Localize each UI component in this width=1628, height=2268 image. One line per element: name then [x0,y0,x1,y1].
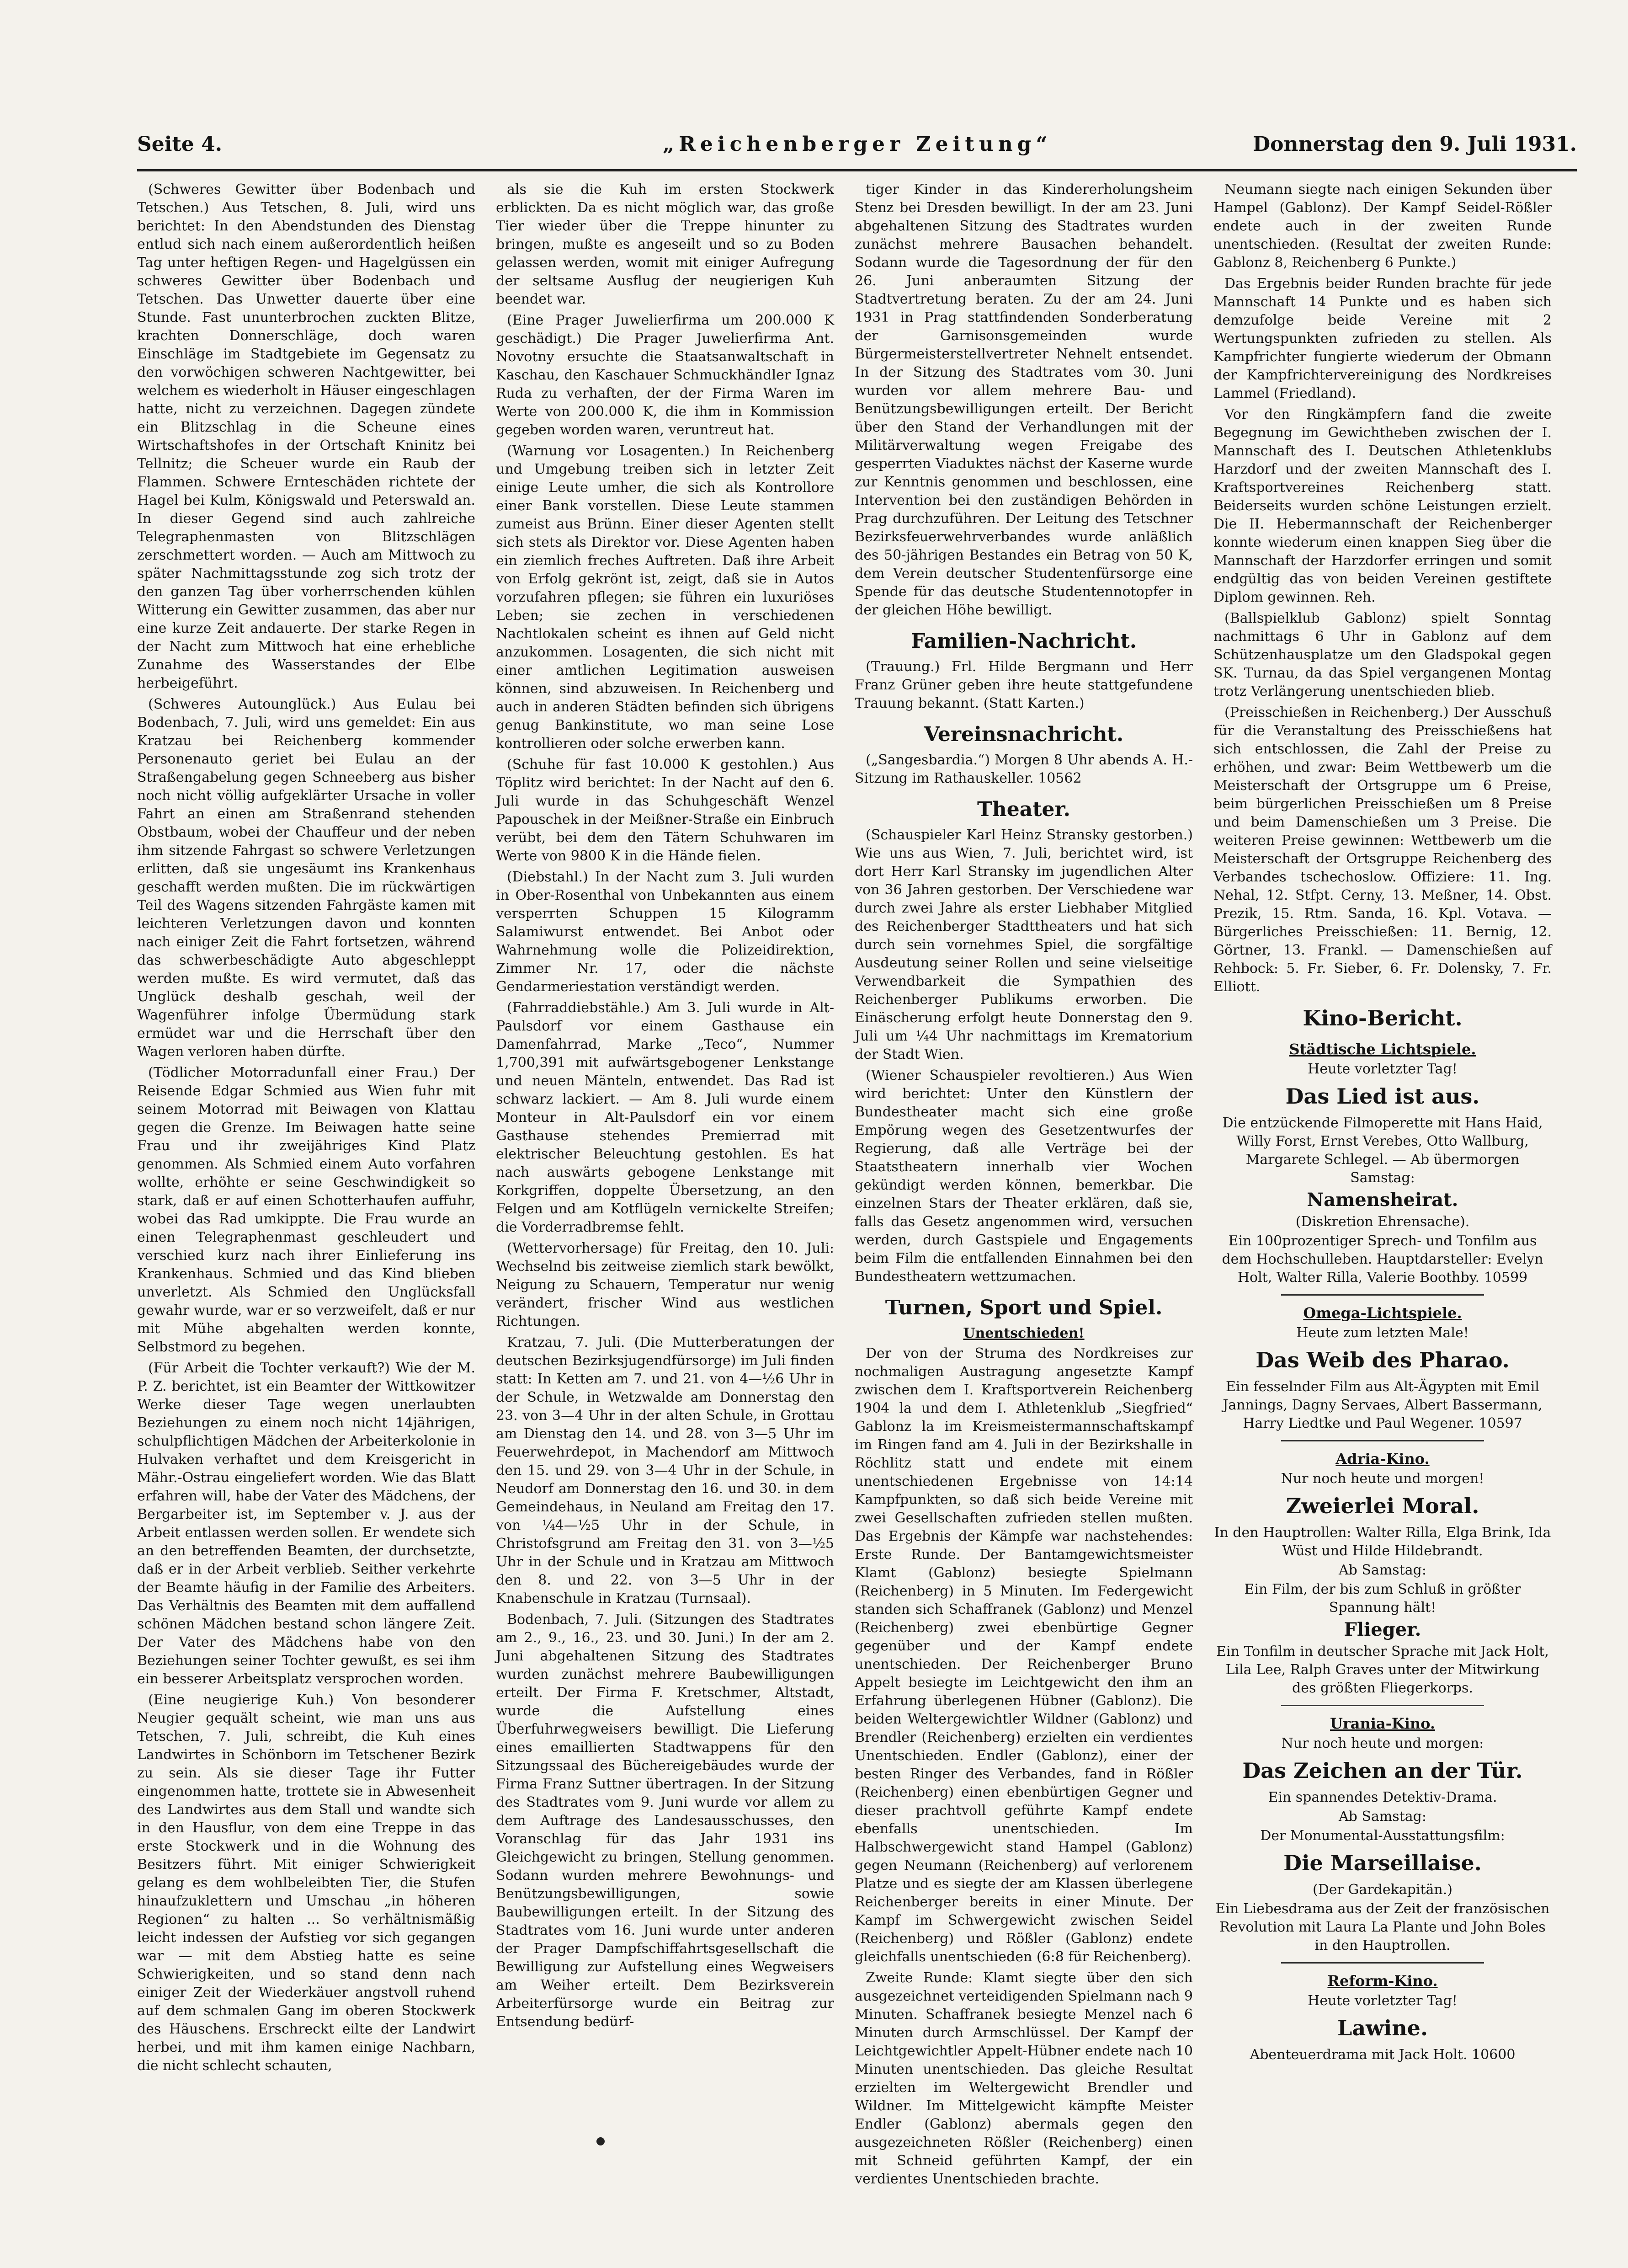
cinema-note: Heute zum letzten Male! [1296,1325,1469,1341]
column-2 [496,181,834,2131]
notice-wedding: (Trauung.) Frl. Hilde Bergmann und Herr Franz Grüner geben ihre heute stattgefundene Trauung bekannt. (Statt Karten.) [855,659,1193,711]
film-title: Namensheirat. [1307,1189,1458,1211]
film-schedule: Ab Samstag: [1339,1809,1426,1825]
film-description: Ein 100prozentiger Sprech- und Tonfilm aus dem Hochschulleben. Hauptdarsteller: Evelyn Holt, Walter Rilla, Valerie Boothby. 10599 [1222,1233,1543,1286]
film-description: Die entzückende Filmoperette mit Hans Haid, Willy Forst, Ernst Verebes, Otto Wallburg, Margarete Schlegel. — Ab übermorgen Samstag: [1222,1115,1543,1186]
article-wrestling: Der von der Struma des Nordkreises zur nochmaligen Austragung angesetzte Kampf zwischen dem I. Kraftsportverein Reichenberg 1904 la und dem I. Athletenklub „Siegfried“ Gablonz la im Kreismeistermannschaftskampf im Ringen fand am 4. Juli in der Bezirkshalle in Röchlitz statt und endete mit einem unentschiedenen Ergebnisse von 14:14 Kampfpunkten, so daß sich beide Vereine mit zwei Gesellschaften zufrieden stellen mußten. Das Ergebnis der Kämpfe war nachstehendes: Erste Runde. Der Bantamgewichtsmeister Klamt (Gablonz) besiegte Spielmann (Reichenberg) in 5 Minuten. Im Federgewicht standen sich Schaffranek (Gablonz) und Menzel (Reichenberg) zwei ebenbürtige Gegner gegenüber und der Kampf endete unentschieden. Der Reichenberger Bruno Appelt besiegte im Leichtgewicht den ihm an Erfahrung überlegenen Hübner (Gablonz). Die beiden Weltergewichtler Wildner (Gablonz) und Brendler (Reichenberg) erzielten ein verdientes Unentschieden. Endler (Gablonz), einer der besten Ringer des Verbandes, fand in Rößler (Reichenberg) einen ebenbürtigen Gegner und dieser prachtvoll geführte Kampf endete ebenfalls unentschieden. Im Halbschwergewicht stand Hampel (Gablonz) gegen Neumann (Reichenberg) auf verlorenem Platze und es siegte der am Klassen überlegene Reichenberger bereits in einer Minute. Der Kampf im Schwergewicht zwischen Seidel (Reichenberg) und Rößler (Gablonz) endete gleichfalls unentschieden (6:8 für Reichenberg). [855,1345,1193,1965]
article-vienna-actors: (Wiener Schauspieler revoltieren.) Aus Wien wird berichtet: Unter den Künstlern der Bundestheater macht sich eine große Empörung wegen des Gesetzentwurfes der Regierung, daß alle Verträge bei der Staatstheatern innerhalb vier Wochen gekündigt werden können, bemerkbar. Die einzelnen Stars der Theater erklären, daß sie, falls das Gesetz angenommen wird, versuchen werden, durch Gastspiele und Engagements beim Film die entfallenden Einnahmen bei den Bundestheatern wettzumachen. [855,1067,1193,1285]
film-title: Zweierlei Moral. [1286,1494,1479,1518]
column-3 [855,181,1193,2187]
newspaper-title: „Reichenberger Zeitung“ [663,133,1052,156]
article-theft: (Diebstahl.) In der Nacht zum 3. Juli wurden in Ober-Rosenthal von Unbekannten aus einem versperrten Schuppen 15 Kilogramm Salamiwurst entwendet. Bei Anbot oder Wahrnehmung wolle die Polizeidirektion, Zimmer Nr. 17, oder die nächste Gendarmeriestation verständigt werden. [496,869,834,995]
cinema-note: Heute vorletzter Tag! [1308,1993,1458,2009]
film-description: Ein Tonfilm in deutscher Sprache mit Jack Holt, Lila Lee, Ralph Graves unter der Mitwirkung des größten Fliegerkorps. [1216,1644,1549,1696]
article-jeweler: (Eine Prager Juwelierfirma um 200.000 K geschädigt.) Die Prager Juwelierfirma Ant. Novotny ersuchte die Staatsanwaltschaft in Kaschau, den Kaschauer Schmuckhändler Ignaz Ruda zu verhaften, der der Firma Waren im Werte von 200.000 K, die ihm in Kommission gegeben worden waren, veruntreut hat. [496,312,834,438]
article-curious-cow: (Eine neugierige Kuh.) Von besonderer Neugier gequält scheint, wie man uns aus Tetschen, 7. Juli, schreibt, die Kuh eines Landwirtes in Schönborn im Tetschener Bezirk zu sein. Als sie dieser Tage ihr Futter eingenommen hatte, trottete sie in Abwesenheit des Landwirtes aus dem Stall und wandte sich in den Hausflur, von dem eine Treppe in das erste Stockwerk und in die Wohnung des Besitzers führt. Mit einiger Schwierigkeit gelang es dem wohlbeleibten Tier, die Stufen hinaufzuklettern und Umschau „in höheren Regionen“ zu halten ... So verhältnismäßig leicht indessen der Aufstieg vor sich gegangen war — mit dem Abstieg hatte es seine Schwierigkeiten, und so stand denn nach einiger Zeit der Wiederkäuer angstvoll ruhend auf dem schmalen Gang im oberen Stockwerk des Häuschens. Erschreckt eilte der Landwirt herbei, und mit ihm kamen einige Nachbarn, die nicht schlecht schauten, [137,1692,475,2074]
cinema-name: Städtische Lichtspiele. [1289,1041,1476,1058]
article-shooting: (Preisschießen in Reichenberg.) Der Ausschuß für die Veranstaltung des Preisschießens hat sich entschlossen, die Zahl der Preise zu erhöhen, und zwar: Beim Wettbewerb um die Meisterschaft der Ortsgruppe um 6 Preise, beim bürgerlichen Preisschießen um 8 Preise und beim Damenschießen um 3 Preise. Die weiteren Preise gewinnen: Wettbewerb um die Meisterschaft der Ortsgruppe Reichenberg des Verbandes tschechoslow. Offiziere: 11. Ing. Nehal, 12. Stfpt. Cerny, 13. Meßner, 14. Obst. Prezik, 15. Rtm. Sanda, 16. Kpl. Votava. — Bürgerliches Preisschießen: 11. Bernig, 12. Görtner, 13. Frankl. — Damenschießen auf Rehbock: 5. Fr. Sieber, 6. Fr. Dolensky, 7. Fr. Elliott. [1213,704,1552,995]
cinema-name: Reform-Kino. [1327,1972,1438,1990]
film-schedule: Ab Samstag: [1339,1562,1426,1578]
article-thunderstorm: (Schweres Gewitter über Bodenbach und Tetschen.) Aus Tetschen, 8. Juli, wird uns berichtet: In den Abendstunden des Dienstag entlud sich nach einem außerordentlich heißen Tag unter heftigen Regen- und Hagelgüssen ein schweres Gewitter über Bodenbach und Tetschen. Das Unwetter dauerte über eine Stunde. Fast ununterbrochen zuckten Blitze, krachten Donnerschläge, doch waren Einschläge im Stadtgebiete im Gegensatz zu den vorwöchigen schweren Nachtgewitter, bei welchem es wiederholt in Häuser eingeschlagen hatte, nicht zu verzeichnen. Dagegen zündete ein Blitzschlag in die Scheune eines Wirtschaftshofes in der Ortschaft Kninitz bei Tellnitz; die Scheuer wurde ein Raub der Flammen. Schwere Ernteschäden richtete der Hagel bei Kulm, Königswald und Peterswald an. In dieser Gegend sind auch zahlreiche Telegraphenmasten von Blitzschlägen zerschmettert worden. — Auch am Mittwoch zu später Nachmittagsstunde zog sich trotz der den ganzen Tag über vorherrschenden kühlen Witterung ein Gewitter zusammen, das aber nur eine kurze Zeit andauerte. Der starke Regen in der Nacht zum Mittwoch hat eine erhebliche Zunahme des Wasserstandes der Elbe herbeigeführt. [137,181,475,691]
article-stransky: (Schauspieler Karl Heinz Stransky gestorben.) Wie uns aus Wien, 7. Juli, berichtet wird, ist dort Herr Karl Stransky im jugendlichen Alter von 36 Jahren gestorben. Der Verschiedene war durch zwei Jahre als erster Liebhaber Mitglied des Reichenberger Stadttheaters und hat sich durch sein vornehmes Spiel, die sorgfältige Ausdeutung seiner Rollen und seine vielseitige Verwendbarkeit die Sympathien des Reichenberger Publikums erworben. Die Einäscherung erfolgt heute Donnerstag den 9. Juli um ¼4 Uhr nachmittags im Krematorium der Stadt Wien. [855,827,1193,1062]
article-wrestling-result: Das Ergebnis beider Runden brachte für jede Mannschaft 14 Punkte und es haben sich demzufolge beide Vereine mit 2 Wertungspunkten zufrieden zu stellen. Als Kampfrichter fungierte wiederum der Obmann der Kampfrichtervereinigung des Nordkreises Lammel (Friedland). [1213,276,1552,401]
film-description: Der Monumental-Ausstattungsfilm: [1260,1828,1505,1844]
cinema-name: Adria-Kino. [1335,1450,1430,1468]
cinema-note: Nur noch heute und morgen! [1281,1471,1484,1487]
article-bodenbach-cont: tiger Kinder in das Kindererholungsheim Stenz bei Dresden bewilligt. In der am 23. Juni abgehaltenen Sitzung des Stadtrates wurden zunächst mehrere Bausachen behandelt. Sodann wurde die Tagesordnung der für den 26. Juni anberaumten Sitzung der Stadtvertretung beraten. Zu der am 24. Juni 1931 in Prag stattfindenden Sonderberatung der Garnisonsgemeinden wurde Bürgermeisterstellvertreter Nehnelt entsendet. In der Sitzung des Stadtrates vom 30. Juni wurden vor allem mehrere Bau- und Benützungsbewilligungen erteilt. Der Bericht über den Stand der Verhandlungen mit der Militärverwaltung wegen Freigabe des gesperrten Viaduktes nächst der Kaserne wurde zur Kenntnis genommen und beschlossen, eine Intervention bei den zuständigen Behörden in Prag durchzuführen. Der Leitung des Tetschner Bezirksfeuerwehrverbandes wurde anläßlich des 50-jährigen Bestandes ein Betrag von 50 K, dem Verein deutscher Studentenfürsorge eine Spende für das deutsche Studentennotopfer in der gleichen Höhe bewilligt. [855,181,1193,618]
section-theater: Theater. [977,798,1070,821]
article-car-accident: (Schweres Autounglück.) Aus Eulau bei Bodenbach, 7. Juli, wird uns gemeldet: Ein aus Kratzau bei Reichenberg kommender Personenauto geriet bei Eulau an der Straßengabelung gegen Schneeberg aus bisher noch nicht völlig aufgeklärter Ursache in voller Fahrt an einen am Straßenrand stehenden Obstbaum, wobei der Chauffeur und der neben ihm sitzende Fahrgast so schwere Verletzungen erlitten, daß sie ungesäumt ins Krankenhaus geschafft werden mußten. Die im rückwärtigen Teil des Wagens sitzenden Fahrgäste kamen mit leichteren Verletzungen davon und konnten nach einiger Zeit die Fahrt fortsetzen, während das schwerbeschädigte Auto abgeschleppt werden mußte. Es wird vermutet, daß das Unglück deshalb geschah, weil der Wagenführer infolge Übermüdung stark ermüdet war und die Herrschaft über den Wagen verloren haben dürfte. [137,696,475,1060]
section-family-news: Familien-Nachricht. [910,630,1137,653]
section-club-news: Vereinsnachricht. [924,723,1124,746]
article-daughter-sold: (Für Arbeit die Tochter verkauft?) Wie der M. P. Z. berichtet, ist ein Beamter der Wittkowitzer Werke dieser Tage wegen unerlaubten Beziehungen zu einem noch nicht 14jährigen, schulpflichtigen Mädchen der Arbeiterkolonie in Hulvaken verhaftet und dem Kreisgericht in Mähr.-Ostrau eingeliefert worden. Wie das Blatt erfahren will, habe der Vater des Mädchens, der Bergarbeiter ist, im September v. J. aus der Arbeit entlassen werden sollen. Er wendete sich an den betreffenden Beamten, der durchsetzte, daß er in der Arbeit verblieb. Seither verkehrte der Beamte häufig in der Familie des Arbeiters. Das Verhältnis des Beamten mit dem auffallend schönen Mädchen bestand schon längere Zeit. Der Vater des Mädchens habe von den Beziehungen seiner Tochter gewußt, es sei ihm ein besserer Arbeitsplatz versprochen worden. [137,1360,475,1687]
notice-club: („Sangesbardia.“) Morgen 8 Uhr abends A. H.-Sitzung im Rathauskeller. 10562 [855,752,1193,786]
sport-subheading: Unentschieden! [963,1325,1085,1341]
article-bodenbach: Bodenbach, 7. Juli. (Sitzungen des Stadtrates am 2., 9., 16., 23. und 30. Juni.) In der am 2. Juni abgehaltenen Sitzung des Stadtrates wurden zunächst mehrere Baubewilligungen erteilt. Der Firma F. Kretschmer, Altstadt, wurde die Aufstellung eines Überfuhrwegweisers bewilligt. Die Lieferung eines emaillierten Stadtwappens für den Sitzungssaal des Büchereigebäudes wurde der Firma Franz Suttner übertragen. In der Sitzung des Stadtrates vom 9. Juni wurde vor allem zu dem Auftrage des Landesausschusses, den Voranschlag für das Jahr 1931 ins Gleichgewicht zu bringen, Stellung genommen. Sodann wurden mehrere Bewohnungs- und Benützungsbewilligungen, sowie Baubewilligungen erteilt. In der Sitzung des Stadtrates vom 16. Juni wurde unter anderen der Prager Dampfschiffahrtsgesellschaft die Bewilligung zur Aufstellung eines Wegweisers am Weiher erteilt. Dem Bezirksverein Arbeiterfürsorge wurde ein Beitrag zur Entsendung bedürf- [496,1612,834,2030]
cinema-name: Urania-Kino. [1330,1715,1436,1732]
divider [1281,1294,1484,1296]
divider [1281,1962,1484,1964]
article-weather-forecast: (Wettervorhersage) für Freitag, den 10. Juli: Wechselnd bis zeitweise ziemlich stark bewölkt, Neigung zu Schauern, Temperatur nur wenig verändert, frischer Wind aus westlichen Richtungen. [496,1240,834,1329]
issue-date: Donnerstag den 9. Juli 1931. [1252,133,1577,156]
film-description: Ein spannendes Detektiv-Drama. [1268,1789,1497,1805]
article-wrestling-round2: Zweite Runde: Klamt siegte über den sich ausgezeichnet verteidigenden Spielmann nach 9 Minuten. Schaffranek besiegte Menzel nach 6 Minuten durch Armschlüssel. Der Kampf der Leichtgewichtler Appelt-Hübner endete nach 10 Minuten unentschieden. Das gleiche Resultat erzielten im Weltergewicht Brendler und Wildner. Im Mittelgewicht kämpfte Meister Endler (Gablonz) abermals gegen den ausgezeichneten Rößler (Reichenberg) einen mit Schneid geführten Kampf, der ein verdientes Unentschieden brachte. [855,1970,1193,2187]
film-title: Die Marseillaise. [1283,1851,1482,1875]
film-description: Ein Film, der bis zum Schluß in größter Spannung hält! [1244,1581,1521,1616]
film-description: Abenteuerdrama mit Jack Holt. 10600 [1250,2047,1516,2063]
page-header [137,123,1577,165]
film-title: Flieger. [1344,1619,1421,1640]
film-title: Das Weib des Pharao. [1256,1348,1510,1372]
article-bicycle-theft: (Fahrraddiebstähle.) Am 3. Juli wurde in Alt-Paulsdorf vor einem Gasthause ein Damenfahrrad, Marke „Teco“, Nummer 1,700,391 mit aufwärtsgebogener Lenkstange und neuen Mänteln, entwendet. Das Rad ist schwarz lackiert. — Am 8. Juli wurde einem Monteur in Alt-Paulsdorf ein vor einem Gasthause stehendes Premierrad mit elektrischer Beleuchtung gestohlen. Es hat nach auswärts gebogene Lenkstange mit Korkgriffen, doppelte Übersetzung, an den Felgen und am Kotflügeln vernickelte Streifen; die Vorderradbremse fehlt. [496,1000,834,1235]
film-title: Lawine. [1337,2016,1428,2040]
article-kratzau: Kratzau, 7. Juli. (Die Mutterberatungen der deutschen Bezirksjugendfürsorge) im Juli finden statt: In Ketten am 7. und 21. von 4—½6 Uhr in der Schule, in Wetzwalde am Donnerstag den 23. von 3—4 Uhr in der alten Schule, in Grottau am Dienstag den 14. und 28. von 3—5 Uhr im Feuerwehrdepot, in Machendorf am Mittwoch den 15. und 29. von 3—4 Uhr in der Schule, in Neudorf am Donnerstag den 16. und 30. in dem Gemeindehaus, in Neuland am Freitag den 17. von ¼4—½5 Uhr in der Schule, in Christofsgrund am Freitag den 31. von 3—½5 Uhr in der Schule und in Kratzau am Mittwoch den 8. und 22. von 3—5 Uhr in der Knabenschule in Kratzau (Turnsaal). [496,1334,834,1606]
article-ballspielklub: (Ballspielklub Gablonz) spielt Sonntag nachmittags 6 Uhr in Gablonz auf dem Schützenhausplatze um den Gladspokal gegen SK. Turnau, da das Spiel vergangenen Montag trotz Verlängerung unentschieden blieb. [1213,610,1552,699]
page-number: Seite 4. [137,133,223,156]
film-description: Ein fesselnder Film aus Alt-Ägypten mit Emil Jannings, Dagny Servaes, Albert Bassermann, Harry Liedtke und Paul Wegener. 10597 [1223,1379,1543,1431]
article-shoes-stolen: (Schuhe für fast 10.000 K gestohlen.) Aus Töplitz wird berichtet: In der Nacht auf den 6. Juli wurde in das Schuhgeschäft Wenzel Papouschek in der Meißner-Straße ein Einbruch verübt, bei dem den Tätern Schuhwaren im Werte von 9800 K in die Hände fielen. [496,757,834,864]
section-cinema: Kino-Bericht. [1303,1006,1463,1030]
article-weightlifting: Vor den Ringkämpfern fand die zweite Begegnung im Gewichtheben zwischen der I. Mannschaft des I. Deutschen Athletenklubs Harzdorf und der zweiten Mannschaft des I. Kraftsportvereines Reichenberg statt. Beiderseits wurden schöne Leistungen erzielt. Die II. Hebermannschaft der Reichenberger konnte wiederum einen knappen Sieg über die Mannschaft der Harzdorfer erringen und somit endgültig das von beiden Vereinen gestiftete Diplom gewinnen. Reh. [1213,406,1552,605]
divider [1281,1440,1484,1441]
cinema-name: Omega-Lichtspiele. [1303,1304,1462,1322]
section-sport: Turnen, Sport und Spiel. [885,1296,1163,1319]
cinema-note: Heute vorletzter Tag! [1308,1061,1458,1077]
film-title: Das Lied ist aus. [1285,1084,1480,1109]
article-wrestling-cont: Neumann siegte nach einigen Sekunden über Hampel (Gablonz). Der Kampf Seidel-Rößler endete auch in der zweiten Runde unentschieden. (Resultat der zweiten Runde: Gablonz 8, Reichenberg 6 Punkte.) [1213,181,1552,271]
header-rule [137,169,1577,171]
cinema-note: Nur noch heute und morgen: [1281,1735,1484,1751]
film-description: Ein Liebesdrama aus der Zeit der französischen Revolution mit Laura La Plante und John Boles in den Hauptrollen. [1215,1901,1550,1953]
film-title: Das Zeichen an der Tür. [1242,1758,1523,1783]
column-1 [137,181,475,2131]
article-lottery-agents: (Warnung vor Losagenten.) In Reichenberg und Umgebung treiben sich in letzter Zeit einige Leute umher, die sich als Kontrollore einer Bank vorstellen. Diese Leute stammen zumeist aus Brünn. Einer dieser Agenten stellt sich stets als Direktor vor. Diese Agenten haben ein ziemlich freches Auftreten. Daß ihre Arbeit von Erfolg gekrönt ist, zeigt, daß sie in Autos vorzufahren pflegen; sie führen ein luxuriöses Leben; sie zechen in verschiedenen Nachtlokalen scheint es ihnen auf Geld nicht anzukommen. Losagenten, die sich nicht mit einer amtlichen Legitimation ausweisen können, sind abzuweisen. In Reichenberg und auch in anderen Städten befinden sich übrigens genug Bankinstitute, wo man seine Lose kontrollieren oder solche erwerben kann. [496,443,834,752]
divider [1281,1705,1484,1706]
ink-dot [596,2137,605,2145]
column-4 [1213,181,1552,2131]
article-motorcycle-accident: (Tödlicher Motorradunfall einer Frau.) Der Reisende Edgar Schmied aus Wien fuhr mit seinem Motorrad mit Beiwagen von Klattau gegen die Grenze. Im Beiwagen hatte seine Frau und ihr zweijähriges Kind Platz genommen. Als Schmied einem Auto vorfahren wollte, erhöhte er seine Geschwindigkeit so stark, daß er auf einen Schotterhaufen auffuhr, wobei das Rad umkippte. Die Frau wurde an einen Telegraphenmast geschleudert und verschied kurz nach ihrer Einlieferung ins Krankenhaus. Schmied und das Kind blieben unverletzt. Als Schmied den Unglücksfall gewahr wurde, war er so verzweifelt, daß er nur mit Mühe abgehalten werden konnte, Selbstmord zu begehen. [137,1065,475,1355]
film-description: In den Hauptrollen: Walter Rilla, Elga Brink, Ida Wüst und Hilde Hildebrandt. [1214,1525,1551,1559]
article-curious-cow-cont: als sie die Kuh im ersten Stockwerk erblickten. Da es nicht möglich war, das große Tier wieder über die Treppe hinunter zu bringen, mußte es angeseilt und so zu Boden gelassen werden, womit mit einiger Aufregung der seltsame Ausflug der neugierigen Kuh beendet war. [496,181,834,307]
film-subtitle: (Diskretion Ehrensache). [1295,1214,1470,1230]
film-subtitle: (Der Gardekapitän.) [1313,1882,1452,1898]
